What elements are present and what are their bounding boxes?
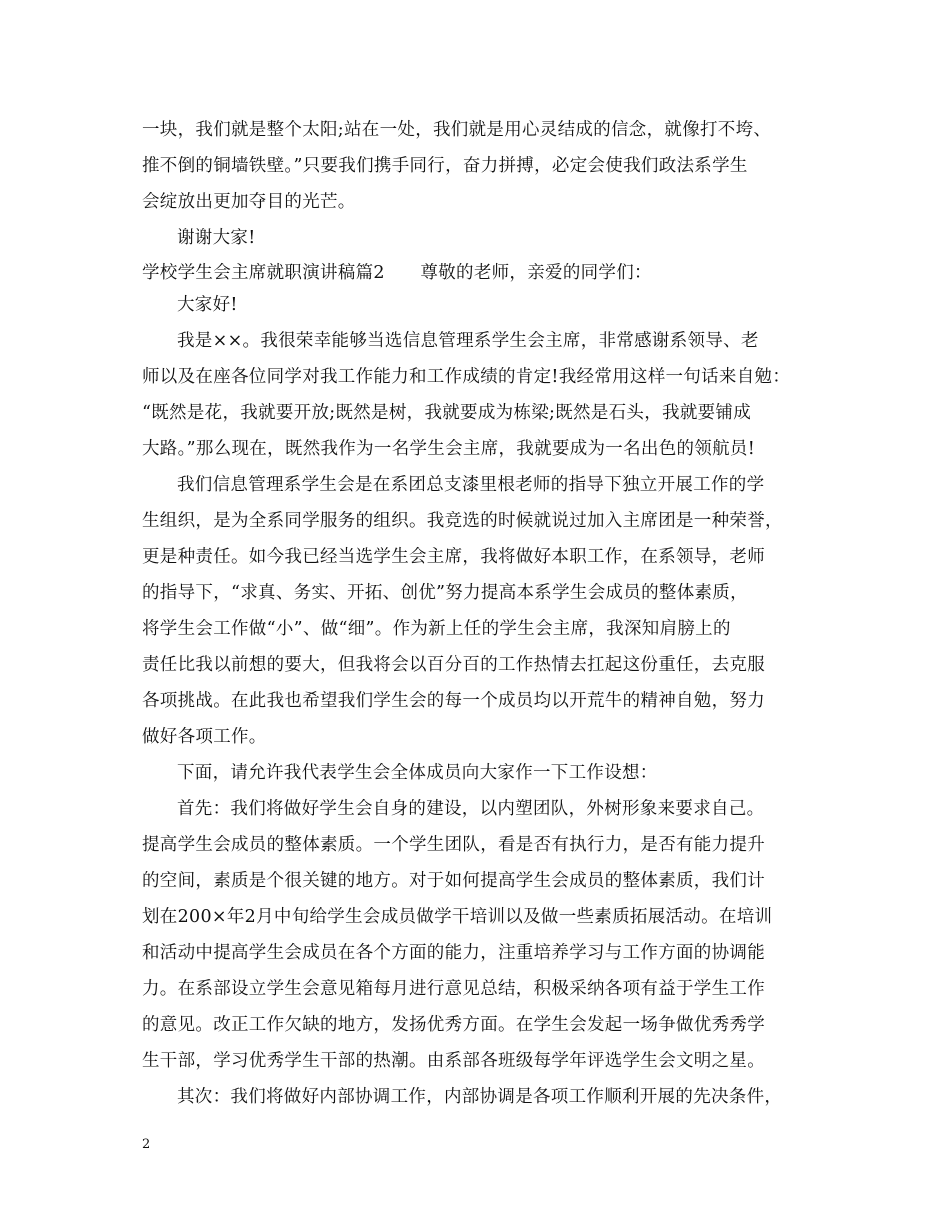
text-line: 更是种责任。如今我已经当选学生会主席，我将做好本职工作，在系领导，老师 — [142, 547, 765, 567]
text-line: 其次：我们将做好内部协调工作，内部协调是各项工作顺利开展的先决条件， — [177, 1087, 783, 1107]
text-line: 划在200×年2月中旬给学生会成员做学干培训以及做一些素质拓展活动。在培训 — [142, 907, 773, 927]
text-line: 谢谢大家! — [177, 228, 256, 248]
text-line: 和活动中提高学生会成员在各个方面的能力，注重培养学习与工作方面的协调能 — [142, 943, 765, 963]
text-line: 生干部，学习优秀学生干部的热潮。由系部各班级每学年评选学生会文明之星。 — [142, 1051, 765, 1071]
text-line: “既然是花，我就要开放;既然是树，我就要成为栋梁;既然是石头，我就要铺成 — [142, 403, 752, 423]
text-line: 各项挑战。在此我也希望我们学生会的每一个成员均以开荒牛的精神自勉，努力 — [142, 691, 765, 711]
text-line: 的意见。改正工作欠缺的地方，发扬优秀方面。在学生会发起一场争做优秀秀学 — [142, 1015, 765, 1035]
text-line: 师以及在座各位同学对我工作能力和工作成绩的肯定!我经常用这样一句话来自勉： — [142, 367, 791, 387]
text-line: 责任比我以前想的要大，但我将会以百分百的工作热情去扛起这份重任，去克服 — [142, 655, 765, 675]
text-line: 会绽放出更加夺目的光芒。 — [142, 192, 356, 212]
text-line: 首先：我们将做好学生会自身的建设，以内塑团队，外树形象来要求自己。 — [177, 799, 765, 819]
text-line: 生组织，是为全系同学服务的组织。我竞选的时候就说过加入主席团是一种荣誉， — [142, 511, 783, 531]
text-line: 我是××。我很荣幸能够当选信息管理系学生会主席，非常感谢系领导、老 — [177, 331, 759, 351]
text-line: 提高学生会成员的整体素质。一个学生团队，看是否有执行力，是否有能力提升 — [142, 835, 765, 855]
text-line: 做好各项工作。 — [142, 727, 267, 747]
page-number: 2 — [142, 1137, 151, 1152]
text-line: 大家好! — [177, 295, 238, 315]
text-line: 的指导下，“求真、务实、开拓、创优”努力提高本系学生会成员的整体素质， — [142, 583, 748, 603]
text-line: 下面，请允许我代表学生会全体成员向大家作一下工作设想： — [177, 763, 658, 783]
text-line: 大路。”那么现在，既然我作为一名学生会主席，我就要成为一名出色的领航员! — [142, 439, 756, 459]
section-heading: 学校学生会主席就职演讲稿篇2 尊敬的老师，亲爱的同学们： — [142, 263, 652, 283]
text-line: 力。在系部设立学生会意见箱每月进行意见总结，积极采纳各项有益于学生工作 — [142, 979, 765, 999]
text-line: 推不倒的铜墙铁壁。”只要我们携手同行，奋力拼搏，必定会使我们政法系学生 — [142, 156, 748, 176]
text-line: 将学生会工作做“小”、做“细”。作为新上任的学生会主席，我深知肩膀上的 — [142, 619, 731, 639]
text-line: 一块，我们就是整个太阳;站在一处，我们就是用心灵结成的信念，就像打不垮、 — [142, 120, 772, 140]
text-line: 我们信息管理系学生会是在系团总支漆里根老师的指导下独立开展工作的学 — [177, 475, 765, 495]
text-line: 的空间，素质是个很关键的地方。对于如何提高学生会成员的整体素质，我们计 — [142, 871, 765, 891]
